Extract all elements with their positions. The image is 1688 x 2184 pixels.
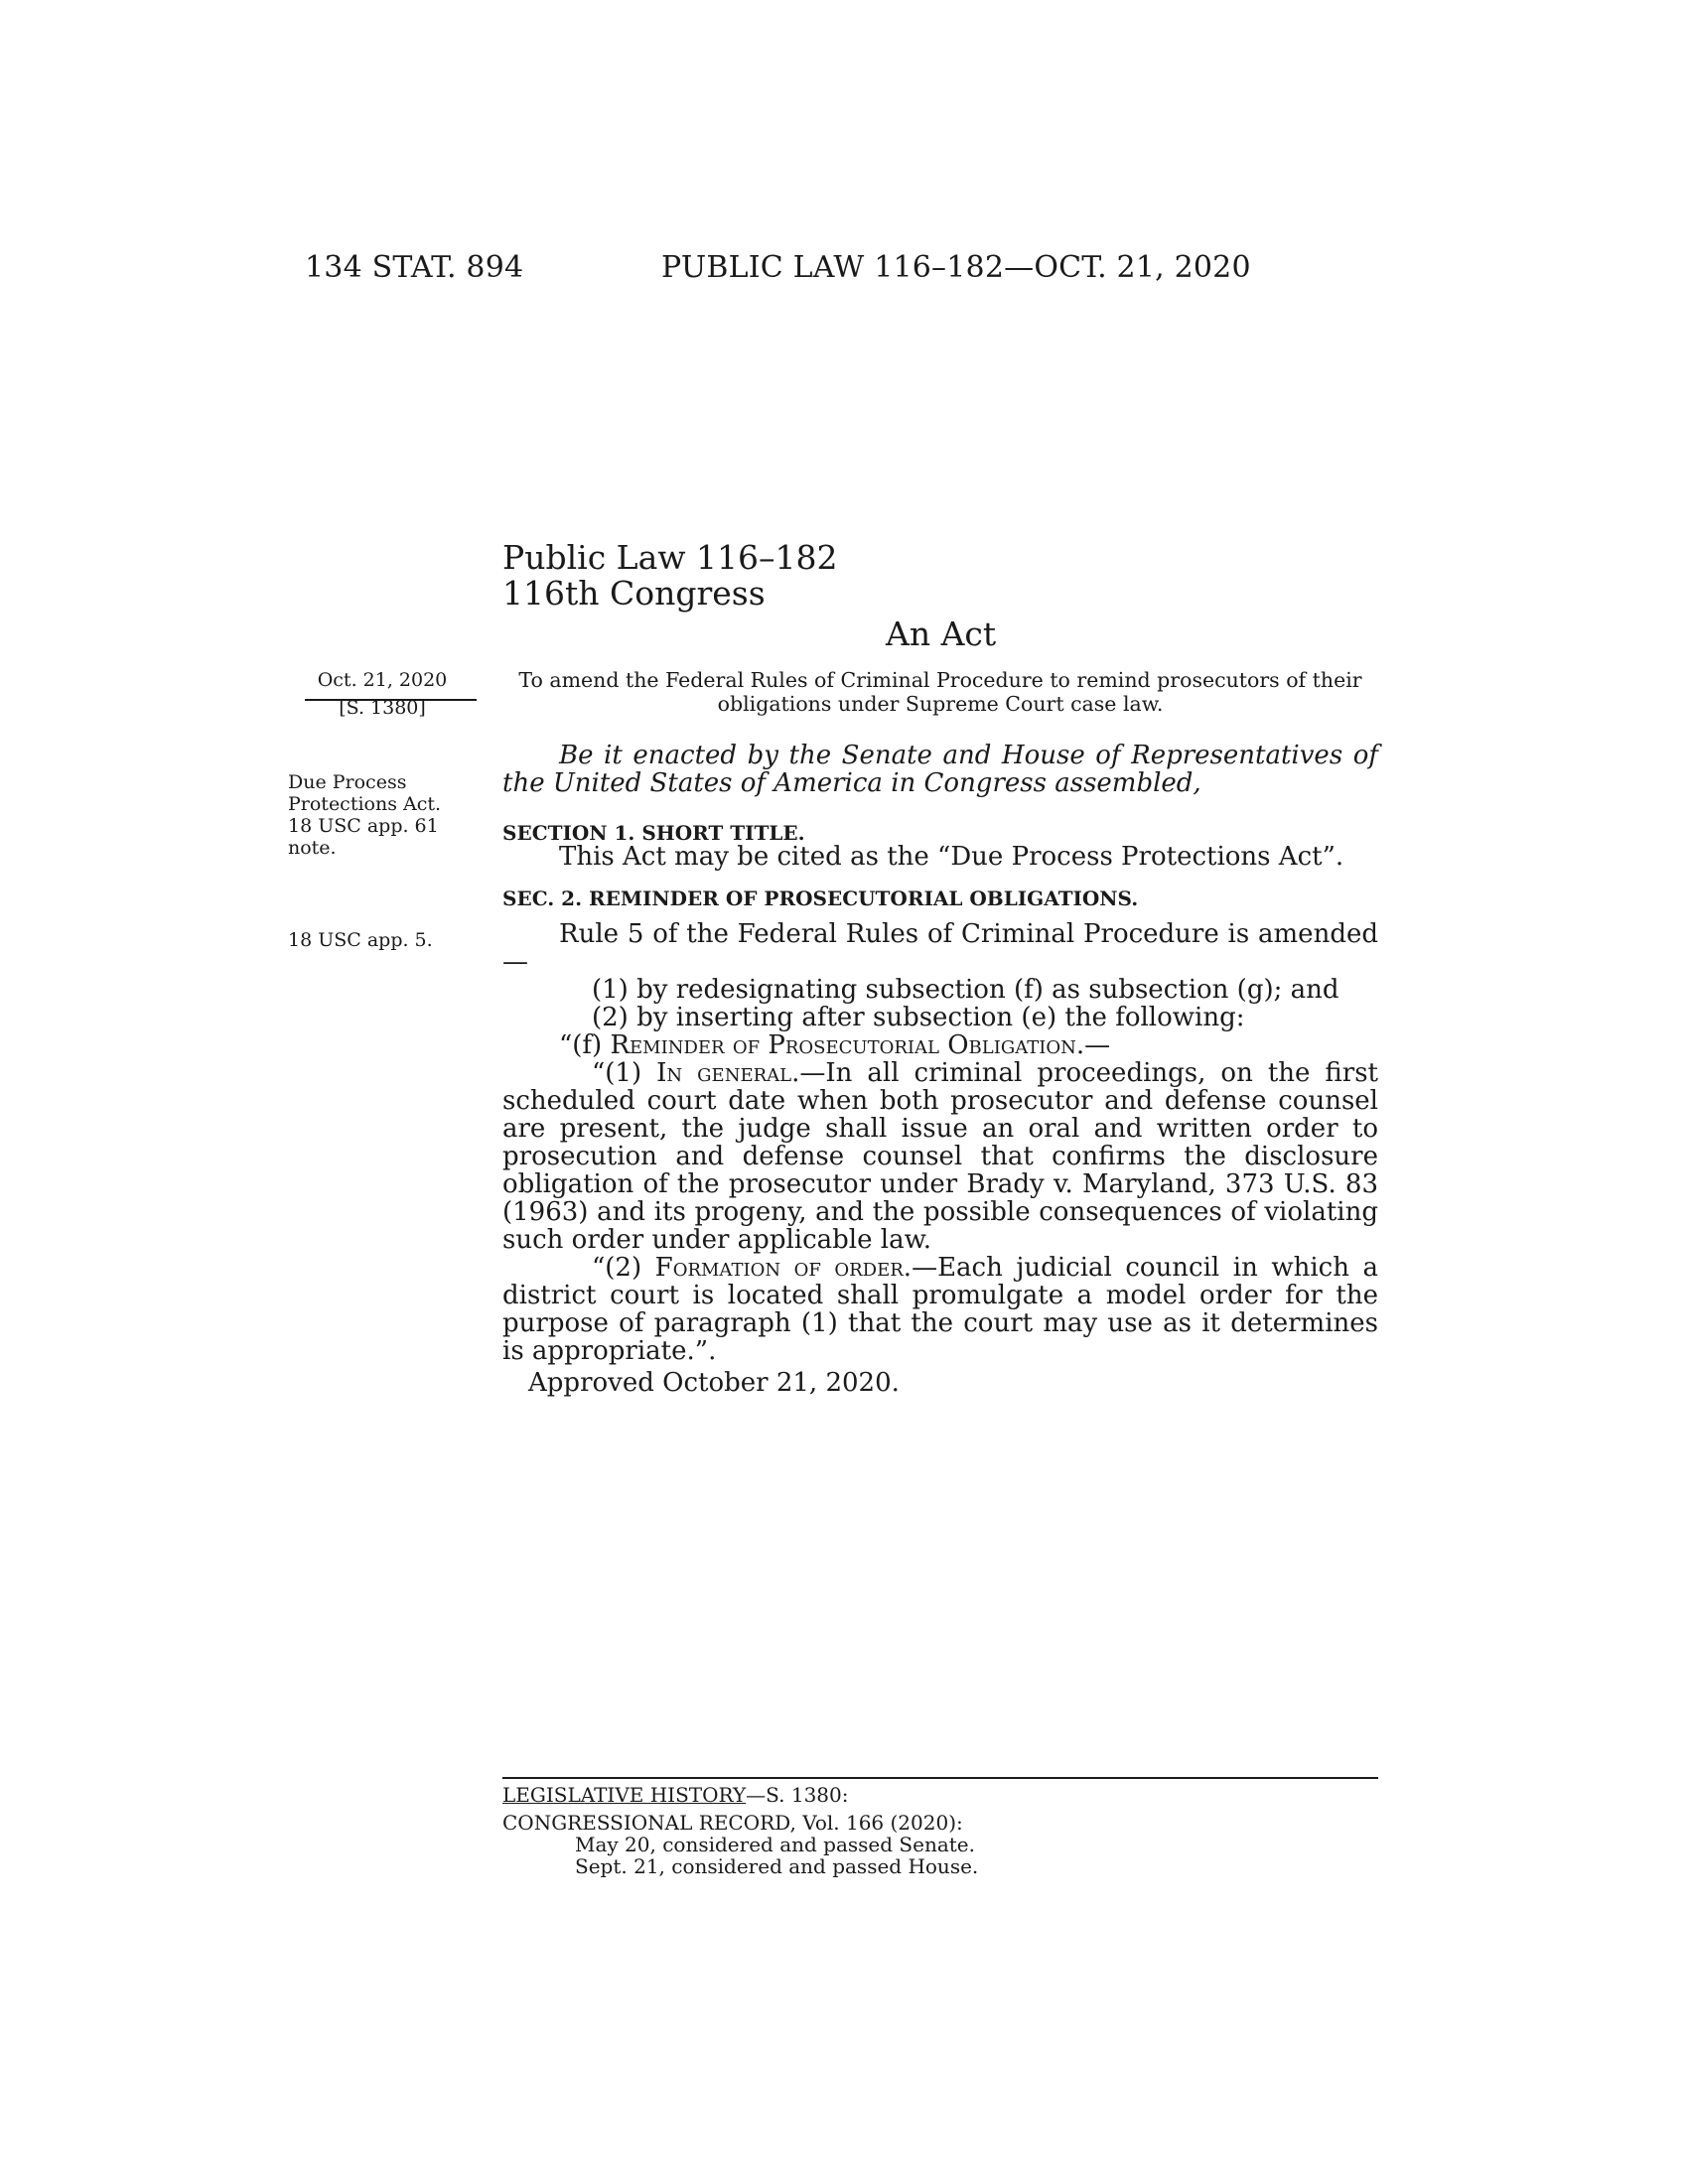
congressional-record: CONGRESSIONAL RECORD, Vol. 166 (2020): — [502, 1811, 963, 1835]
legislative-history-heading — [502, 1784, 978, 1806]
subsection-f-prefix: “(f) — [559, 1030, 611, 1060]
margin-date-divider — [305, 699, 477, 701]
section2-heading: SEC. 2. REMINDER OF PROSECUTORIAL OBLIGATIONS. — [502, 887, 1139, 910]
legislative-history-label: LEGISLATIVE HISTORY — [502, 1783, 747, 1807]
section2-intro: Rule 5 of the Federal Rules of Criminal Procedure is amended— — [502, 919, 1378, 977]
act-purpose: To amend the Federal Rules of Criminal Procedure to remind prosecutors of their obligations under Supreme Court case law. — [518, 668, 1362, 716]
footnote-divider — [502, 1777, 1378, 1779]
section2-body — [502, 920, 1378, 1365]
paragraph-2-prefix: “(2) — [592, 1253, 655, 1283]
subsection-f-title: Reminder of Prosecutorial Obligation.— — [610, 1030, 1111, 1060]
section1-heading: SECTION 1. SHORT TITLE. — [502, 821, 805, 845]
act-heading: An Act — [886, 614, 997, 653]
margin-dp-line: note. — [288, 837, 337, 859]
section2-item1: (1) by redesignating subsection (f) as subsection (g); and — [592, 975, 1339, 1005]
margin-date: Oct. 21, 2020 — [317, 669, 448, 691]
running-head-stat: 134 STAT. 894 — [305, 250, 524, 285]
margin-dp-line: Due Process — [288, 771, 407, 793]
section2-item2: (2) by inserting after subsection (e) the following: — [592, 1003, 1245, 1032]
paragraph-2 — [502, 1254, 1378, 1365]
approval-line: Approved October 21, 2020. — [528, 1368, 900, 1398]
paragraph-2-heading: Formation of order. — [654, 1253, 913, 1283]
paragraph-1-text: —In all criminal proceedings, on the first scheduled court date when both prosecutor and defense counsel are present, the judge shall issue an oral and written order to prosecution and defense counsel that confirms the disclosure obligation of the prosecutor under Brady v. Maryland, 373 U.S. 83 (1963) and its progeny, and the possible consequences of violating such order under applicable law. — [502, 1058, 1378, 1255]
legislative-history — [502, 1784, 978, 1877]
congress-title: 116th Congress — [502, 574, 766, 613]
section1-text: This Act may be cited as the “Due Process Protections Act”. — [559, 842, 1344, 872]
subsection-f-heading — [502, 1031, 1378, 1059]
paragraph-1-prefix: “(1) — [592, 1058, 657, 1088]
margin-bill: [S. 1380] — [339, 697, 426, 719]
margin-usc5-note: 18 USC app. 5. — [288, 929, 433, 951]
margin-dp-line: 18 USC app. 61 — [288, 815, 439, 837]
history-entry: May 20, considered and passed Senate. — [575, 1833, 975, 1856]
running-head-law: PUBLIC LAW 116–182—OCT. 21, 2020 — [661, 250, 1251, 285]
margin-date-note — [288, 669, 477, 719]
enacting-clause: Be it enacted by the Senate and House of Representatives of the United States of America in Congress assembled, — [502, 741, 1378, 798]
margin-dp-line: Protections Act. — [288, 793, 442, 815]
public-law-title: Public Law 116–182 — [502, 538, 838, 577]
paragraph-1 — [502, 1059, 1378, 1254]
paragraph-2-text: —Each judicial council in which a district court is located shall promulgate a model order for the purpose of paragraph (1) that the court may use as it determines is appropriate.”. — [502, 1253, 1378, 1366]
section1-wrapper — [502, 843, 1378, 871]
margin-dp-note — [288, 771, 477, 859]
enacting-clause-wrapper — [502, 742, 1378, 797]
legislative-history-bill: —S. 1380: — [746, 1783, 849, 1807]
paragraph-1-heading: In general. — [656, 1058, 800, 1088]
history-entry: Sept. 21, considered and passed House. — [575, 1854, 979, 1878]
